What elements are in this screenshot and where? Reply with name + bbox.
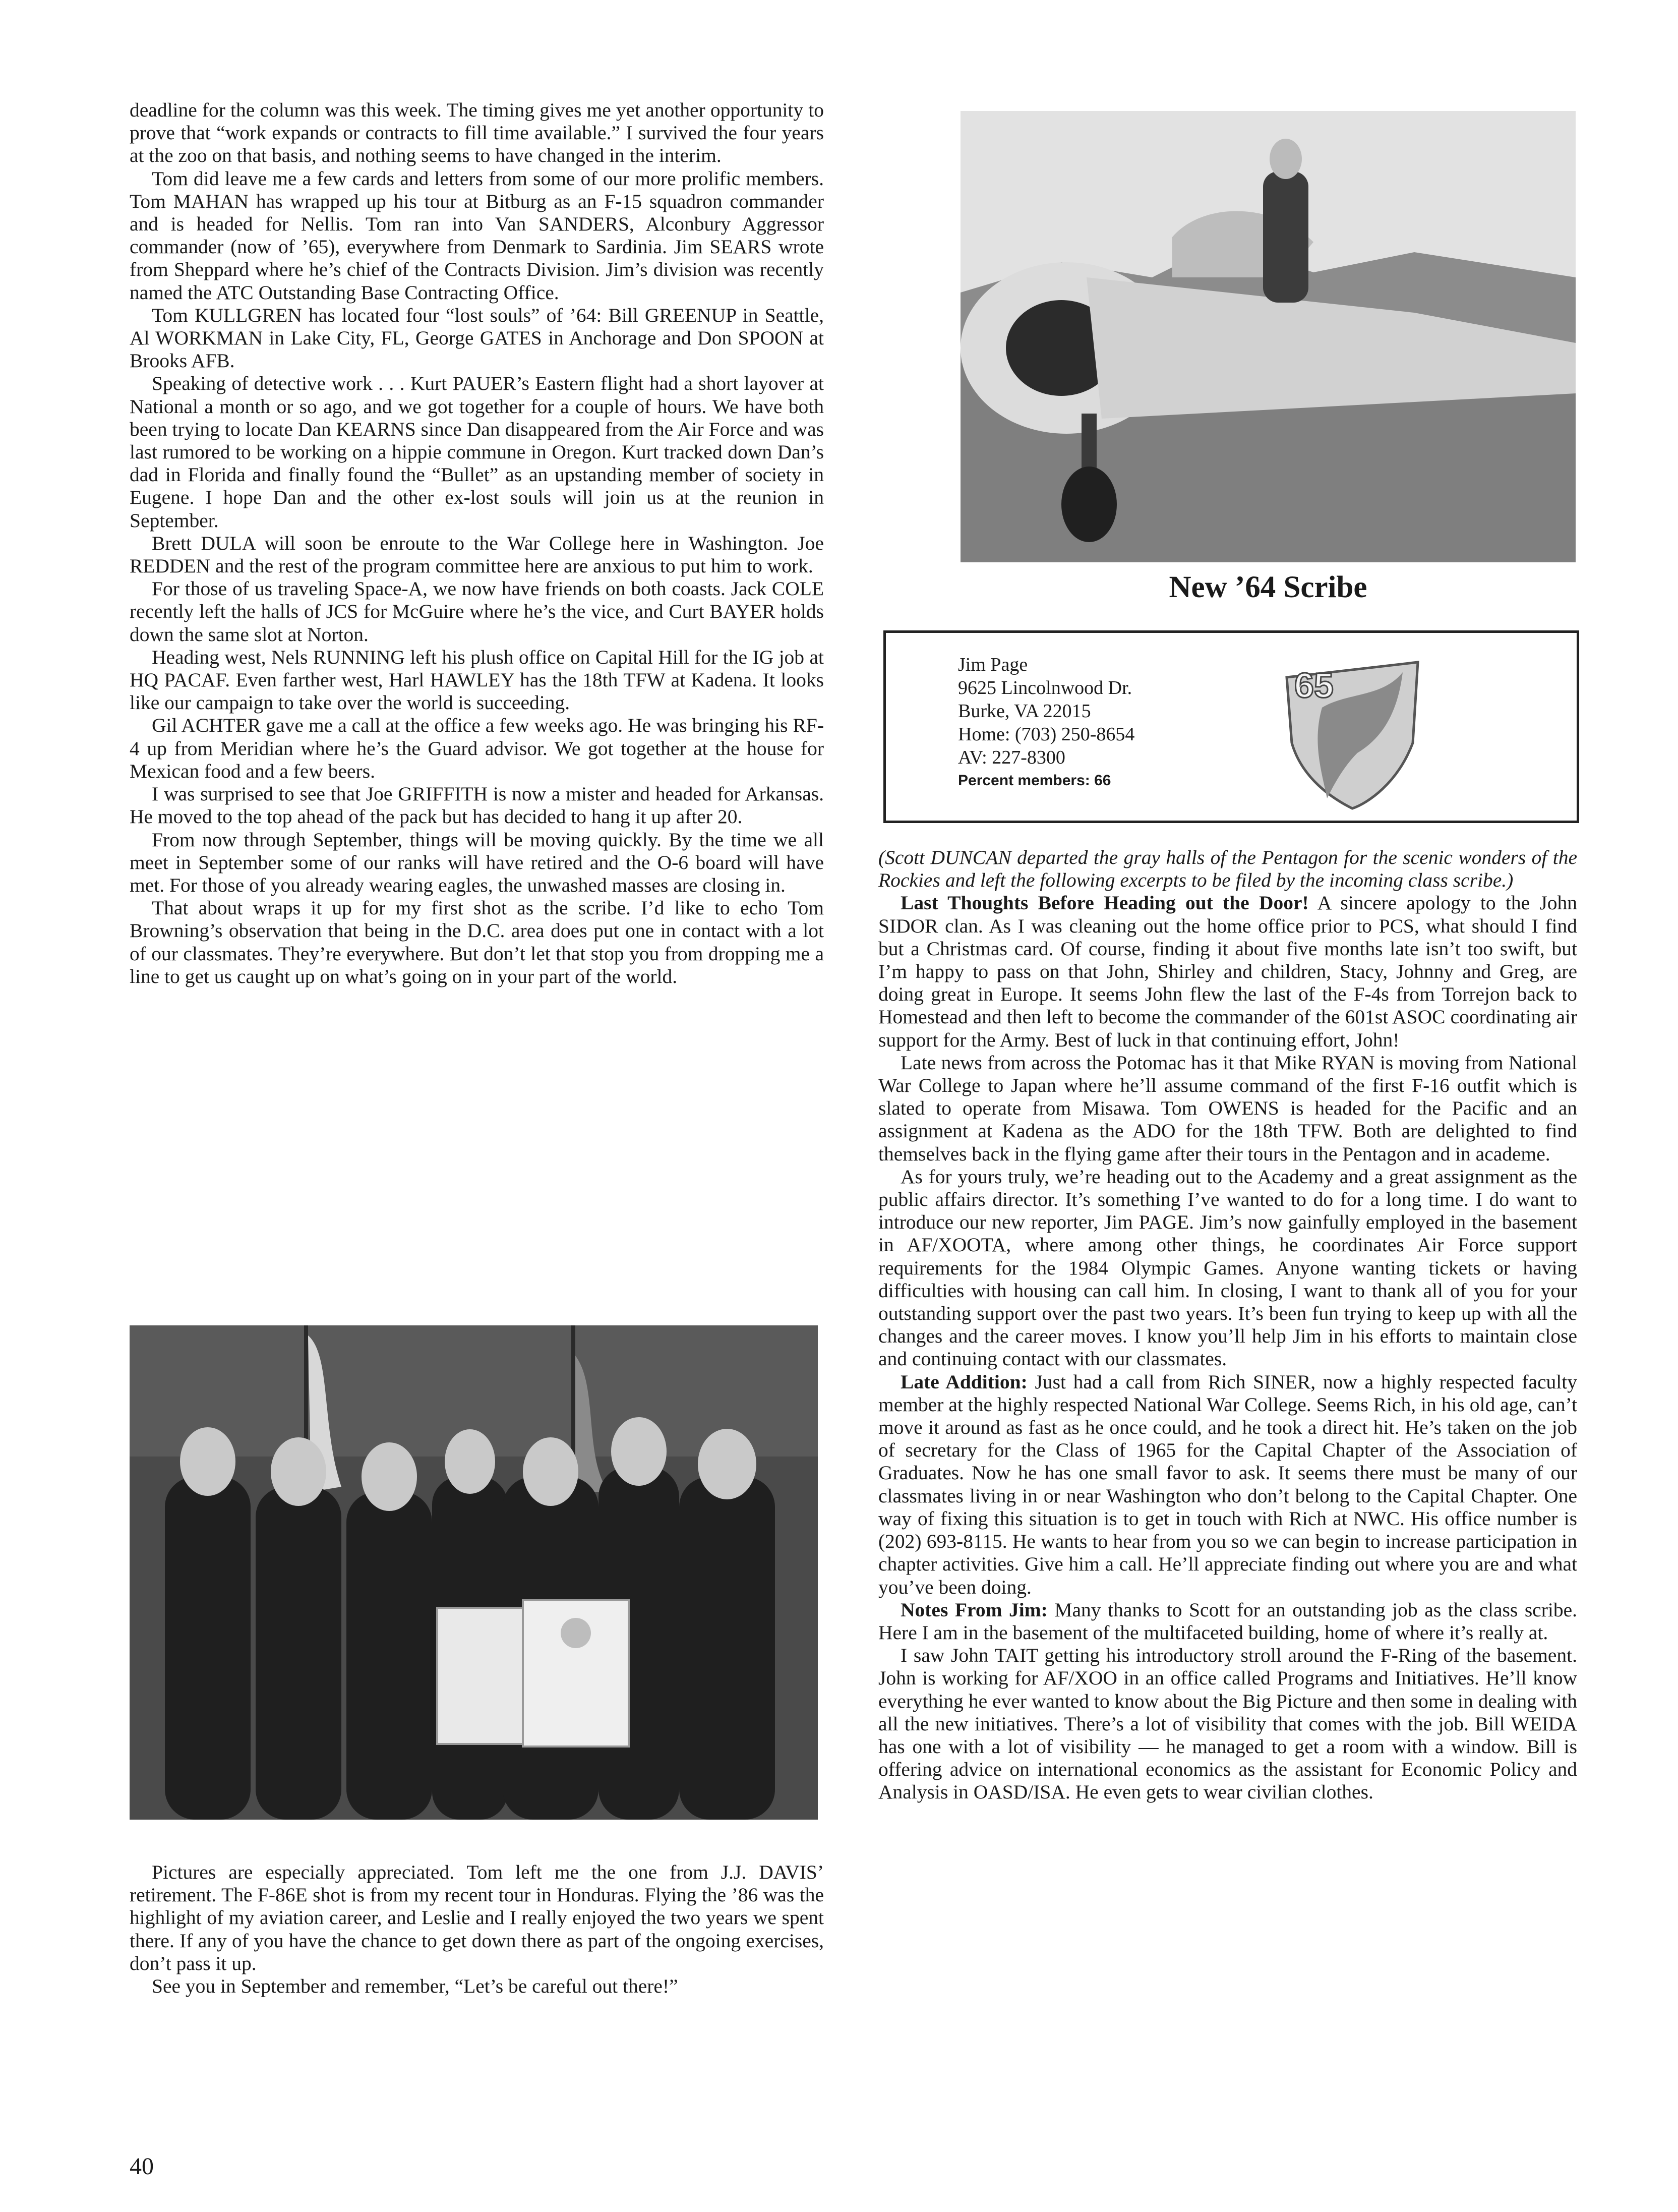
paragraph: See you in September and remember, “Let’s be careful out there!”: [152, 1975, 678, 1998]
paragraph: Brett DULA will soon be enroute to the War College here in Washington. Joe REDDEN and the rest of the program committee here are anxious to put him to work.: [130, 532, 824, 577]
contact-name: Jim Page: [958, 654, 1028, 675]
paragraph: Tom did leave me a few cards and letters from some of our more prolific members. Tom MAHAN has wrapped up his tour at Bitburg as an F-15 squadron commander and is headed for Nellis. Tom ran into Van SANDERS, Alconbury Aggressor commander (now of ’65), everywhere from Denmark to Sardinia. Jim SEARS wrote from Sheppard where he’s chief of the Contracts Division. Jim’s division was recently named the ATC Outstanding Base Contracting Office.: [130, 167, 824, 304]
photo-caption: New ’64 Scribe: [1169, 570, 1367, 604]
right-column: [878, 846, 1577, 1804]
aircraft-photo: [961, 111, 1576, 562]
crest-number: 65: [1294, 666, 1334, 705]
paragraph: Last Thoughts Before Heading out the Door! A sincere apology to the John SIDOR clan. As I was cleaning out the home office prior to PCS, what should I find but a Christmas card. Of course, finding it about five months late isn’t too swift, but I’m happy to pass on that John, Shirley and children, Stacy, Johnny and Greg, are doing great in Europe. It seems John flew the last of the F-4s from Torrejon back to Homestead and then left to become the commander of the 601st ASOC coordinating air support for the Army. Best of luck in that continuing effort, John!: [878, 892, 1577, 1051]
section-heading: Notes From Jim:: [901, 1598, 1048, 1621]
paragraph: Late Addition: Just had a call from Rich SINER, now a highly respected faculty member at the highly respected National War College. Seems Rich, in his old age, can’t move it around as fast as he once could, and he took a direct hit. He’s taken on the job of secretary for the Class of 1965 for the Capital Chapter of the Association of Graduates. Now he has one small favor to ask. It seems there must be many of our classmates living in or near Washington who don’t belong to the Capital Chapter. One way of fixing this situation is to get in touch with Rich at NWC. His office number is (202) 693-8115. He wants to hear from you so we can begin to increase participation in chapter activities. Give him a call. He’ll appreciate finding out where you are and what you’ve been doing.: [878, 1370, 1577, 1598]
section-heading: Last Thoughts Before Heading out the Door!: [901, 892, 1309, 914]
paragraph: From now through September, things will be moving quickly. By the time we all meet in September some of our ranks will have retired and the O-6 board will have met. For those of you already wearing eagles, the unwashed masses are closing in.: [130, 828, 824, 896]
group-photo: [130, 1325, 818, 1820]
contact-home-phone: Home: (703) 250-8654: [958, 724, 1135, 745]
contact-details: [958, 653, 1134, 792]
paragraph: Tom KULLGREN has located four “lost souls” of ’64: Bill GREENUP in Seattle, Al WORKMAN in Lake City, FL, George GATES in Anchorage and Don SPOON at Brooks AFB.: [130, 304, 824, 372]
paragraph: Gil ACHTER gave me a call at the office a few weeks ago. He was bringing his RF-4 up from Meridian where he’s the Guard advisor. We got together at the house for Mexican food and a few beers.: [130, 714, 824, 782]
contact-city: Burke, VA 22015: [958, 701, 1091, 722]
contact-av-phone: AV: 227-8300: [958, 747, 1065, 768]
class-crest-logo: [1267, 642, 1438, 813]
paragraph: That about wraps it up for my first shot as the scribe. I’d like to echo Tom Browning’s observation that being in the D.C. area does put one in contact with a lot of our classmates. They’re everywhere. But don’t let that stop you from dropping me a line to get us caught up on what’s going on in your part of the world.: [130, 897, 824, 987]
paragraph: deadline for the column was this week. The timing gives me yet another opportunity to prove that “work expands or contracts to fill time available.” I survived the four years at the zoo on that basis, and nothing seems to have changed in the interim.: [130, 99, 824, 167]
contact-box: [883, 630, 1579, 823]
paragraph: Heading west, Nels RUNNING left his plush office on Capital Hill for the IG job at HQ PACAF. Even farther west, Harl HAWLEY has the 18th TFW at Kadena. It looks like our campaign to take over the world is succeeding.: [130, 646, 824, 714]
paragraph: Pictures are especially appreciated. Tom left me the one from J.J. DAVIS’ retirement. The F-86E shot is from my recent tour in Honduras. Flying the ’86 was the highlight of my aviation career, and Leslie and I really enjoyed the two years we spent there. If any of you have the chance to get down there as part of the ongoing exercises, don’t pass it up.: [130, 1861, 824, 1974]
paragraph: Notes From Jim: Many thanks to Scott for an outstanding job as the class scribe. Here I am in the basement of the multifaceted building, home of where it’s really at.: [878, 1598, 1578, 1644]
page-number: 40: [130, 2153, 154, 2180]
photo-caption-text: [130, 1861, 824, 1998]
section-heading: Late Addition:: [901, 1370, 1028, 1393]
intro-note: (Scott DUNCAN departed the gray halls of the Pentagon for the scenic wonders of the Rockies and left the following excerpts to be filed by the incoming class scribe.): [878, 846, 1577, 892]
paragraph: I was surprised to see that Joe GRIFFITH is now a mister and headed for Arkansas. He moved to the top ahead of the pack but has decided to hang it up after 20.: [130, 783, 824, 828]
percent-members: Percent members: 66: [958, 772, 1111, 789]
paragraph: As for yours truly, we’re heading out to the Academy and a great assignment as the public affairs director. It’s something I’ve wanted to do for a long time. I do want to introduce our new reporter, Jim PAGE. Jim’s now gainfully employed in the basement in AF/XOOTA, where among other things, he coordinates Air Force support requirements for the 1984 Olympic Games. Anyone wanting tickets or having difficulties with housing can call him. In closing, I want to thank all of you for your outstanding support over the past two years. It’s been fun trying to keep up with all the changes and the career moves. I know you’ll help Jim in his efforts to maintain close and continuing contact with our classmates.: [878, 1165, 1577, 1370]
contact-street: 9625 Lincolnwood Dr.: [958, 677, 1132, 698]
paragraph: For those of us traveling Space-A, we now have friends on both coasts. Jack COLE recently left the halls of JCS for McGuire where he’s the vice, and Curt BAYER holds down the same slot at Norton.: [130, 577, 824, 646]
left-column: [130, 99, 824, 988]
paragraph: Late news from across the Potomac has it that Mike RYAN is moving from National War College to Japan where he’ll assume command of the first F-16 outfit which is slated to operate from Misawa. Tom OWENS is headed for the Pacific and an assignment at Kadena as the ADO for the 18th TFW. Both are delighted to find themselves back in the flying game after their tours in the Pentagon and in academe.: [878, 1051, 1577, 1165]
paragraph: Speaking of detective work . . . Kurt PAUER’s Eastern flight had a short layover at National a month or so ago, and we got together for a couple of hours. We have both been trying to locate Dan KEARNS since Dan disappeared from the Air Force and was last rumored to be working on a hippie commune in Oregon. Kurt tracked down Dan’s dad in Florida and finally found the “Bullet” as an upstanding member of society in Eugene. I hope Dan and the other ex-lost souls will join us at the reunion in September.: [130, 372, 824, 532]
paragraph: I saw John TAIT getting his introductory stroll around the F-Ring of the basement. John is working for AF/XOO in an office called Programs and Initiatives. He’ll know everything he ever wanted to know about the Big Picture and then some in dealing with all the new initiatives. There’s a lot of visibility that comes with the job. Bill WEIDA has one with a lot of visibility — he managed to get a room with a window. Bill is offering advice on international economics as the assistant for Economic Policy and Analysis in OASD/ISA. He even gets to wear civilian clothes.: [878, 1644, 1577, 1803]
